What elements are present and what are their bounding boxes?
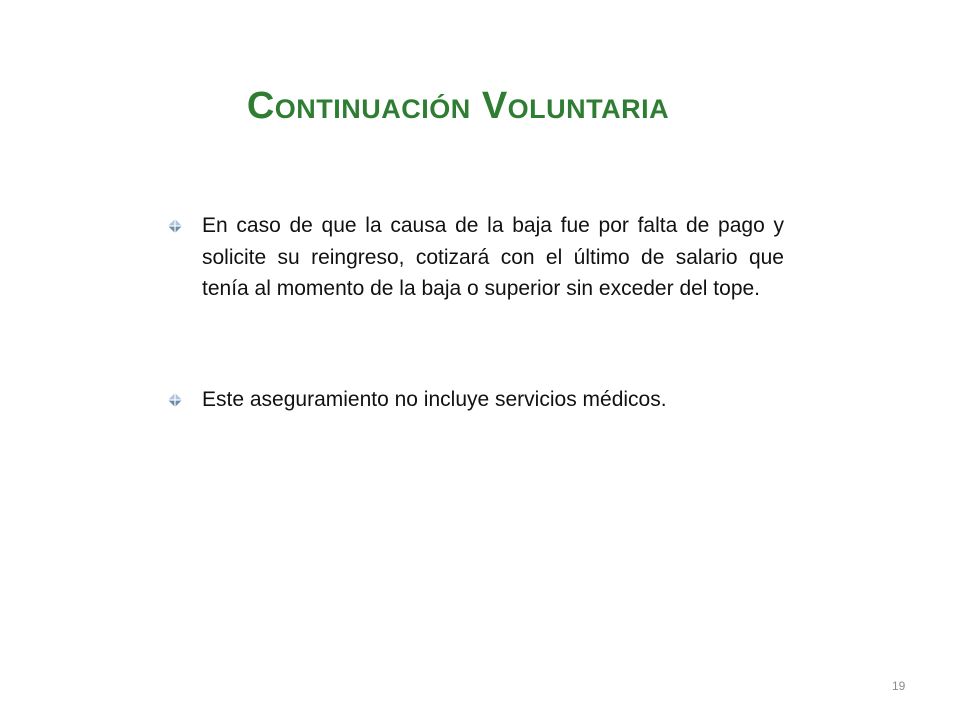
bullet-text: En caso de que la causa de la baja fue por falta de pago y solicite su reingreso, cotizará con el último de salario que tenía al momento de la baja o superior sin exceder del tope. [202,214,784,300]
bullet-item [168,384,784,416]
slide-number: 19 [892,679,906,693]
bullet-item [168,210,784,305]
bullet-list [168,210,784,415]
diamond-bullet-icon [168,219,182,233]
slide-title: Continuación Voluntaria [246,85,670,127]
diamond-bullet-icon [168,393,182,407]
bullet-text: Este aseguramiento no incluye servicios médicos. [202,387,667,411]
